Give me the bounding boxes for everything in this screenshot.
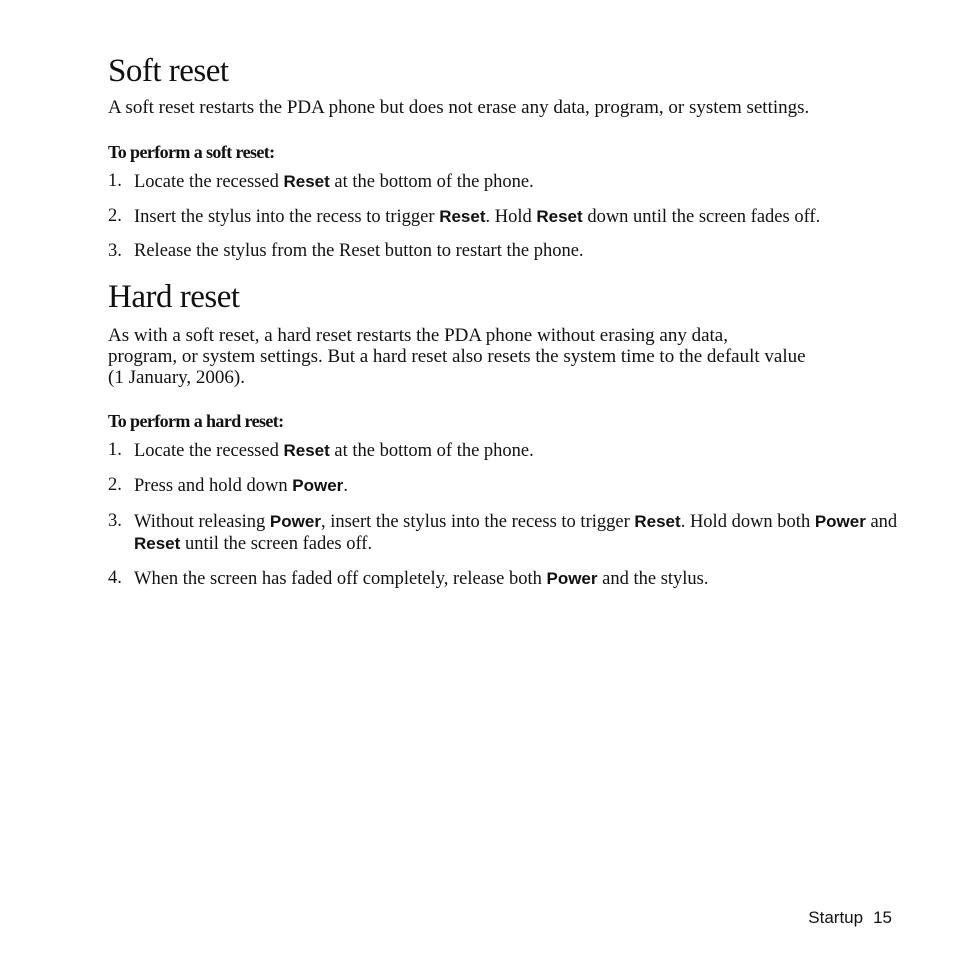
hard-step-2 — [108, 475, 898, 497]
step-text: When the screen has faded off completely, release both Power and the stylus. — [134, 569, 709, 589]
page-footer — [808, 908, 892, 928]
footer-section-name: Startup — [808, 908, 864, 927]
page-number: 15 — [873, 908, 892, 927]
soft-reset-intro: A soft reset restarts the PDA phone but does not erase any data, program, or system settings. — [108, 97, 810, 118]
step-text: Insert the stylus into the recess to trigger Reset. Hold Reset down until the screen fades off. — [134, 207, 821, 227]
hard-reset-intro-line-2: program, or system settings. But a hard reset also resets the system time to the default value — [108, 346, 806, 367]
step-number: 1. — [108, 440, 122, 460]
step-text: Locate the recessed Reset at the bottom of the phone. — [134, 441, 534, 461]
soft-step-3 — [108, 241, 898, 262]
hard-step-1 — [108, 440, 898, 462]
step-number: 4. — [108, 568, 122, 588]
hard-reset-intro-line-1: As with a soft reset, a hard reset restarts the PDA phone without erasing any data, — [108, 325, 728, 346]
step-text: Without releasing Power, insert the stylus into the recess to trigger Reset. Hold down both Power and Reset until the screen fades off. — [134, 512, 898, 554]
step-text: Locate the recessed Reset at the bottom of the phone. — [134, 172, 534, 192]
hard-reset-procedure-heading: To perform a hard reset: — [108, 411, 284, 431]
soft-reset-heading: Soft reset — [108, 53, 229, 89]
hard-reset-heading: Hard reset — [108, 279, 240, 315]
step-text: Press and hold down Power. — [134, 476, 348, 496]
step-number: 3. — [108, 241, 122, 261]
soft-reset-procedure-heading: To perform a soft reset: — [108, 142, 275, 162]
hard-step-4 — [108, 568, 898, 590]
step-text: Release the stylus from the Reset button to restart the phone. — [134, 241, 584, 261]
step-number: 3. — [108, 511, 122, 531]
soft-step-1 — [108, 171, 898, 193]
step-number: 2. — [108, 475, 122, 495]
hard-reset-intro-line-3: (1 January, 2006). — [108, 367, 246, 388]
step-number: 2. — [108, 206, 122, 226]
soft-step-2 — [108, 206, 898, 228]
step-number: 1. — [108, 171, 122, 191]
hard-step-3 — [108, 511, 898, 555]
